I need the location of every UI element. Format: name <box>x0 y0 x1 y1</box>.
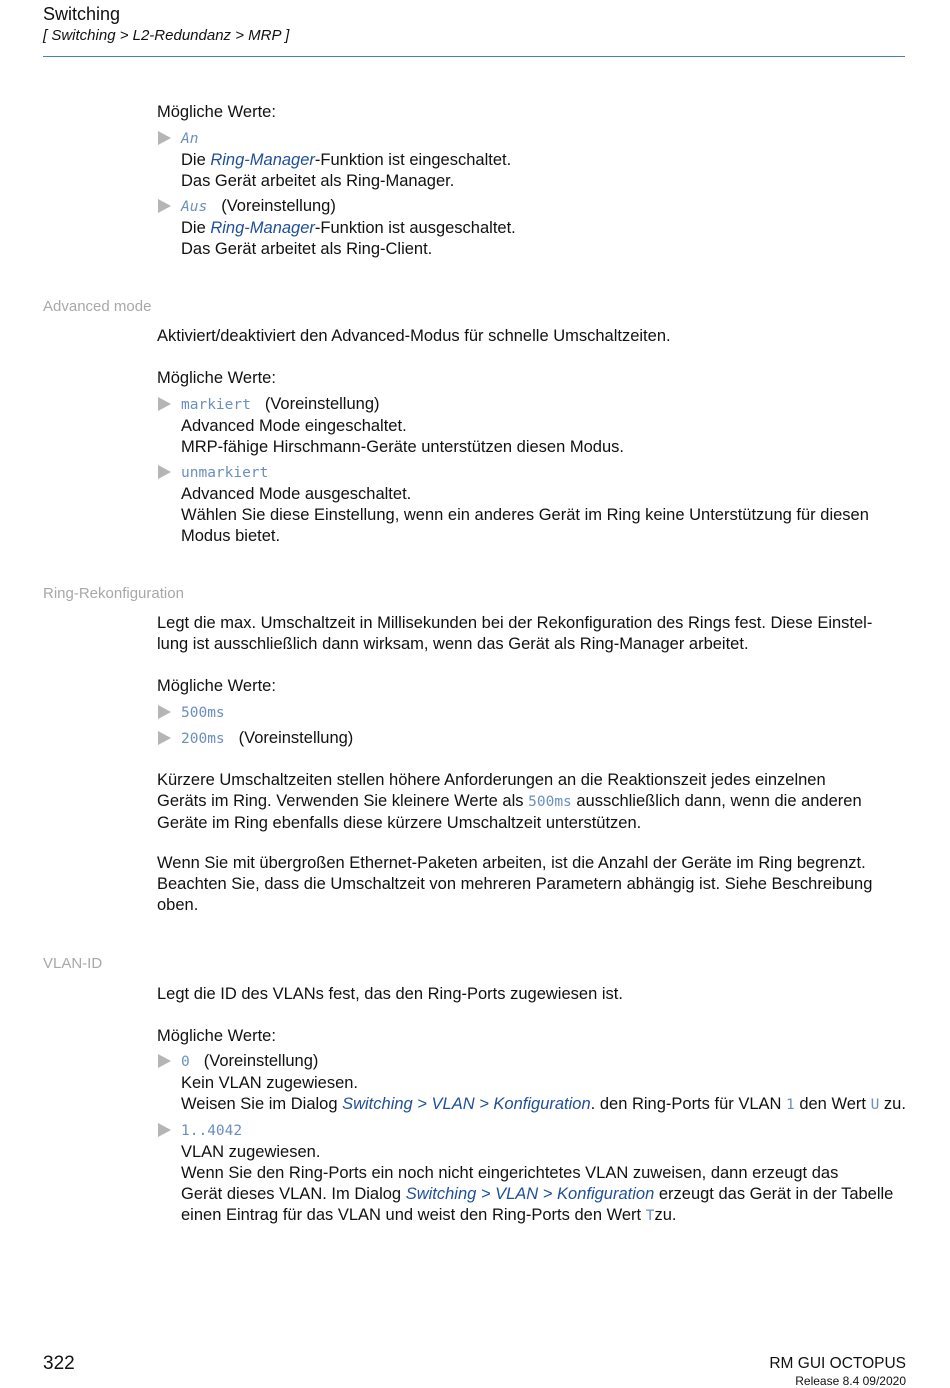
vlan-configuration-link[interactable]: Switching > VLAN > Konfiguration <box>342 1095 591 1113</box>
vlan-configuration-link[interactable]: Switching > VLAN > Konfiguration <box>405 1185 655 1203</box>
release-info: Release 8.4 09/2020 <box>795 1374 906 1388</box>
parameter-description: Legt die ID des VLANs fest, das den Ring-Ports zugewiesen ist. <box>157 985 623 1003</box>
bullet-arrow-icon <box>158 199 171 213</box>
default-note: (Voreinstellung) <box>264 395 380 413</box>
text: Wenn Sie den Ring-Ports ein noch nicht eingerichtetes VLAN zuweisen, dann erzeugt das <box>181 1164 839 1182</box>
text: Beachten Sie, dass die Umschaltzeit von mehreren Parametern abhängig ist. Siehe Beschreibung <box>157 875 873 893</box>
bullet-arrow-icon <box>158 731 171 745</box>
list-item <box>157 128 907 192</box>
bullet-arrow-icon <box>158 131 171 145</box>
value-code: 1..4042 <box>181 1123 243 1139</box>
text: MRP-fähige Hirschmann-Geräte unterstützen diesen Modus. <box>181 438 624 456</box>
text: Kein VLAN zugewiesen. <box>181 1074 359 1092</box>
parameter-label-ring-reconfiguration: Ring-Rekonfiguration <box>43 585 184 602</box>
bullet-arrow-icon <box>158 1054 171 1068</box>
text: Weisen Sie im Dialog <box>181 1095 343 1113</box>
bullet-arrow-icon <box>158 1123 171 1137</box>
text: Die <box>181 151 211 169</box>
default-note: (Voreinstellung) <box>221 197 336 215</box>
value-code: markiert <box>181 397 251 413</box>
text: VLAN zugewiesen. <box>181 1143 321 1161</box>
value-code: An <box>181 131 199 147</box>
page-header-title: Switching <box>43 4 121 24</box>
parameter-description: Aktiviert/deaktiviert den Advanced-Modus für schnelle Umschaltzeiten. <box>157 327 671 345</box>
product-name: RM GUI OCTOPUS <box>769 1355 906 1372</box>
text: zu. <box>879 1095 906 1113</box>
text: . den Ring-Ports für VLAN <box>590 1095 787 1113</box>
possible-values-label: Mögliche Werte: <box>157 369 276 387</box>
note-paragraph <box>157 853 907 916</box>
bullet-arrow-icon <box>158 397 171 411</box>
list-item <box>157 462 907 547</box>
text: Advanced Mode eingeschaltet. <box>181 417 407 435</box>
text: Gerät dieses VLAN. Im Dialog <box>181 1185 406 1203</box>
parameter-description <box>157 613 907 655</box>
value-code: 200ms <box>181 731 225 747</box>
breadcrumb: [ Switching > L2-Redundanz > MRP ] <box>43 27 290 44</box>
text: -Funktion ist eingeschaltet. <box>314 151 512 169</box>
page-number: 322 <box>43 1353 75 1374</box>
text: Modus bietet. <box>181 527 281 545</box>
parameter-label-vlan-id: VLAN-ID <box>43 955 103 972</box>
text: ausschließlich dann, wenn die anderen <box>571 792 862 810</box>
list-item <box>157 394 907 458</box>
parameter-label-advanced-mode: Advanced mode <box>43 298 152 315</box>
bullet-arrow-icon <box>158 705 171 719</box>
list-item <box>157 702 907 724</box>
list-item <box>157 1120 907 1227</box>
value-code: 1 <box>786 1097 795 1113</box>
possible-values-label: Mögliche Werte: <box>157 1027 276 1045</box>
text: den Wert <box>794 1095 871 1113</box>
text: Geräte im Ring ebenfalls diese kürzere Umschaltzeit unterstützen. <box>157 814 642 832</box>
text: Das Gerät arbeitet als Ring-Client. <box>181 240 433 258</box>
text: Das Gerät arbeitet als Ring-Manager. <box>181 172 455 190</box>
list-item <box>157 1051 907 1116</box>
value-code: 500ms <box>181 705 225 721</box>
text: -Funktion ist ausgeschaltet. <box>314 219 516 237</box>
list-item <box>157 728 907 750</box>
list-item <box>157 196 907 260</box>
text: Legt die max. Umschaltzeit in Millisekunden bei der Rekonfiguration des Rings fest. Diese Einstel- <box>157 614 873 632</box>
text: Wählen Sie diese Einstellung, wenn ein anderes Gerät im Ring keine Unterstützung für diesen <box>181 506 869 524</box>
value-code: 500ms <box>528 794 572 810</box>
possible-values-label: Mögliche Werte: <box>157 103 276 121</box>
value-code: T <box>645 1208 655 1224</box>
default-note: (Voreinstellung) <box>203 1052 319 1070</box>
header-divider <box>43 56 905 57</box>
default-note: (Voreinstellung) <box>238 729 354 747</box>
value-code: Aus <box>181 199 208 215</box>
bullet-arrow-icon <box>158 465 171 479</box>
text: Kürzere Umschaltzeiten stellen höhere Anforderungen an die Reaktionszeit jedes einzelnen <box>157 771 826 789</box>
text: Die <box>181 219 211 237</box>
value-code: unmarkiert <box>181 465 269 481</box>
text: lung ist ausschließlich dann wirksam, wenn das Gerät als Ring-Manager arbeitet. <box>157 635 749 653</box>
ring-manager-link[interactable]: Ring-Manager <box>210 151 315 169</box>
text: einen Eintrag für das VLAN und weist den Ring-Ports den Wert <box>181 1206 646 1224</box>
note-paragraph <box>157 770 907 834</box>
text: oben. <box>157 896 199 914</box>
value-code: U <box>870 1097 880 1113</box>
value-code: 0 <box>181 1054 190 1070</box>
text: Geräts im Ring. Verwenden Sie kleinere Werte als <box>157 792 529 810</box>
text: zu. <box>654 1206 677 1224</box>
possible-values-label: Mögliche Werte: <box>157 677 276 695</box>
text: Wenn Sie mit übergroßen Ethernet-Paketen arbeiten, ist die Anzahl der Geräte im Ring begrenzt. <box>157 854 866 872</box>
ring-manager-link[interactable]: Ring-Manager <box>210 219 315 237</box>
text: Advanced Mode ausgeschaltet. <box>181 485 412 503</box>
text: erzeugt das Gerät in der Tabelle <box>654 1185 894 1203</box>
